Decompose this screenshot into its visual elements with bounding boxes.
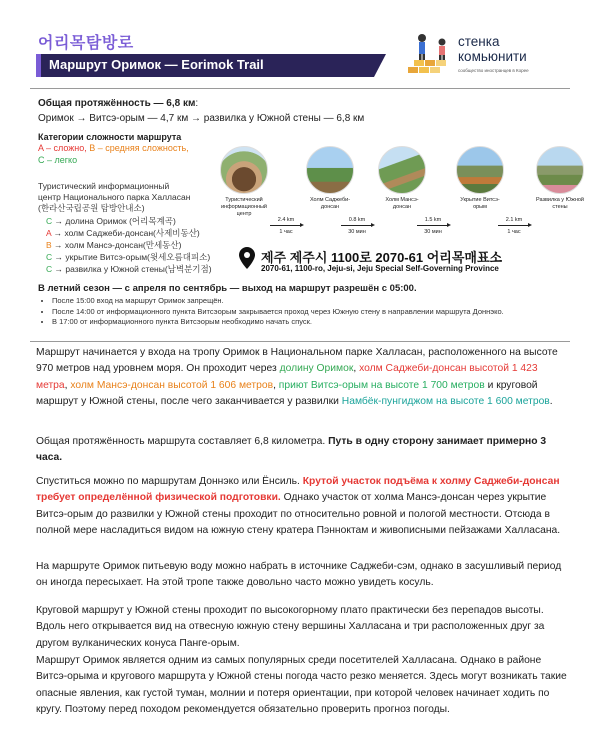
list-item: • После 15:00 вход на маршрут Оримок запрещён.: [52, 296, 572, 307]
title-banner: [36, 54, 374, 77]
stop-label: Холм Мансэ- донсан: [385, 197, 419, 210]
categories-title: Категории сложности маршрута: [38, 132, 182, 142]
address-korean: 제주 제주시 1100로 2070-61 어리목매표소: [261, 250, 503, 265]
banner-title: Маршрут Оримок — Eorimok Trail: [49, 57, 264, 72]
info-center-photo: [220, 146, 268, 194]
logo-title: стенка комьюнити: [458, 34, 527, 64]
paragraph-descent: Спуститься можно по маршрутам Доннэко или Ёнсиль. Крутой участок подъёма к холму Саджеби-донсан требует определённой физической подготовки. Однако участок от холма Мансэ-донсан через укрытие Витсэ-орым до развилки у Южной стены проходит по относительно ровной и пологой местности. Отсюда в полной мере насладиться видом на южную стену кратера Пэнноктам и живописными пейзажами Халласана.: [36, 476, 561, 537]
stop-label: Туристический информационный центр: [221, 197, 267, 217]
stop-witse: [450, 146, 510, 211]
category-a: A – сложно,: [38, 143, 87, 153]
route-step: A → холм Саджеби-донсан(사제비동산): [46, 228, 200, 238]
paragraph-weather: Маршрут Оримок является одним из самых популярных среди посетителей Халласана. Однако в районе Витсэ-орыма и кругового маршрута у Южной стены погода часто резко меняется. Здесь могут возникать такие опасные явления, как густой туман, молнии и потеря ориентации, при которой человек начинает ходить по кругу. Поэтому перед походом рекомендуется обязательно проверить прогноз погоды.: [36, 655, 567, 716]
segment-1: 2.4 km 1 час: [268, 217, 304, 233]
category-b: B – средняя сложность,: [89, 143, 189, 153]
route-step: C → укрытие Витсэ-орым(윗세오름대피소): [46, 252, 211, 262]
route-step: B → холм Мансэ-донсан(만세동산): [46, 240, 182, 250]
stop-label: Холм Саджеби- донсан: [309, 197, 351, 210]
list-item: • После 14:00 от информационного пункта Витсэорым закрывается проход через Южную стену в направлении маршрута Доннэко.: [52, 307, 572, 318]
address-english: 2070-61, 1100-ro, Jeju-si, Jeju Special Self-Governing Province: [261, 264, 499, 273]
banner-tail: [374, 54, 386, 77]
total-length: Общая протяжённость — 6,8 км:: [38, 98, 199, 109]
sajebi-photo: [306, 146, 354, 194]
segment-4: 2.1 km 1 час: [496, 217, 532, 233]
bricklayer-illustration-icon: [408, 30, 452, 78]
list-item: • В 17:00 от информационного пункта Витсэорым необходимо начать спуск.: [52, 317, 572, 328]
season-title: В летний сезон — с апреля по сентябрь — выход на маршрут разрешён с 05:00.: [38, 283, 417, 294]
category-c: C – легко: [38, 155, 78, 165]
segment-2: 0.8 km 30 мин: [339, 217, 375, 233]
season-rules: [52, 296, 572, 328]
witse-photo: [456, 146, 504, 194]
stop-info-center: [214, 146, 274, 218]
stop-south-wall: [530, 146, 590, 211]
paragraph-route-description: Маршрут начинается у входа на тропу Оримок в Национальном парке Халласан, расположенного на высоте 970 метров над уровнем моря. Он проходит через долину Оримок, холм Саджеби-донсан высотой 1 423 метра, холм Мансэ-донсан высотой 1 606 метров, приют Витсэ-орым на высоте 1 700 метров и круговой маршрут у Южной стены, после чего заканчивается у развилки Намбёк-пунгиджом на высоте 1 600 метров.: [36, 347, 558, 408]
info-center-name: Туристический информационный центр Национального парка Халласан (한라산국립공원 탐방안내소): [38, 181, 191, 213]
route-step: C → долина Оримок (어리목계곡): [46, 216, 176, 226]
stop-manse: [372, 146, 432, 211]
logo-subtitle: сообщество иностранцев в Корее: [458, 68, 529, 73]
header-divider: [30, 88, 570, 89]
south-wall-photo: [536, 146, 584, 194]
stop-label: Развилка у Южной стены: [535, 197, 584, 210]
korean-title: 어리목탐방로: [38, 35, 134, 52]
total-route: Оримок → Витсэ-орым — 4,7 км → развилка у Южной стены — 6,8 км: [38, 113, 365, 124]
route-step: C → развилка у Южной стены(남벽분기점): [46, 264, 212, 274]
paragraph-water: На маршруте Оримок питьевую воду можно набрать в источнике Саджеби-сэм, однако в засушливый период он иногда пересыхает. На этой тропе также довольно часто можно увидеть косуль.: [36, 561, 562, 589]
paragraph-length: Общая протяжённость маршрута составляет 6,8 километра. Путь в одну сторону занимает примерно 3 часа.: [36, 436, 547, 464]
stenka-community-logo: [408, 28, 568, 84]
stop-label: Укрытие Витсэ- орым: [460, 197, 500, 210]
paragraph-south-wall: Круговой маршрут у Южной стены проходит по высокогорному плато практически без перепадов высоты. Вдоль него открывается вид на отвесную южную стену вершины Халласана и три расположенных друг за другом вулканических конуса Панге-орым.: [36, 605, 545, 649]
location-pin-icon: [239, 247, 255, 269]
section-divider: [30, 341, 570, 342]
category-line: [38, 143, 189, 153]
segment-3: 1.5 km 30 мин: [415, 217, 451, 233]
stop-sajebi: [300, 146, 360, 211]
manse-photo: [378, 146, 426, 194]
